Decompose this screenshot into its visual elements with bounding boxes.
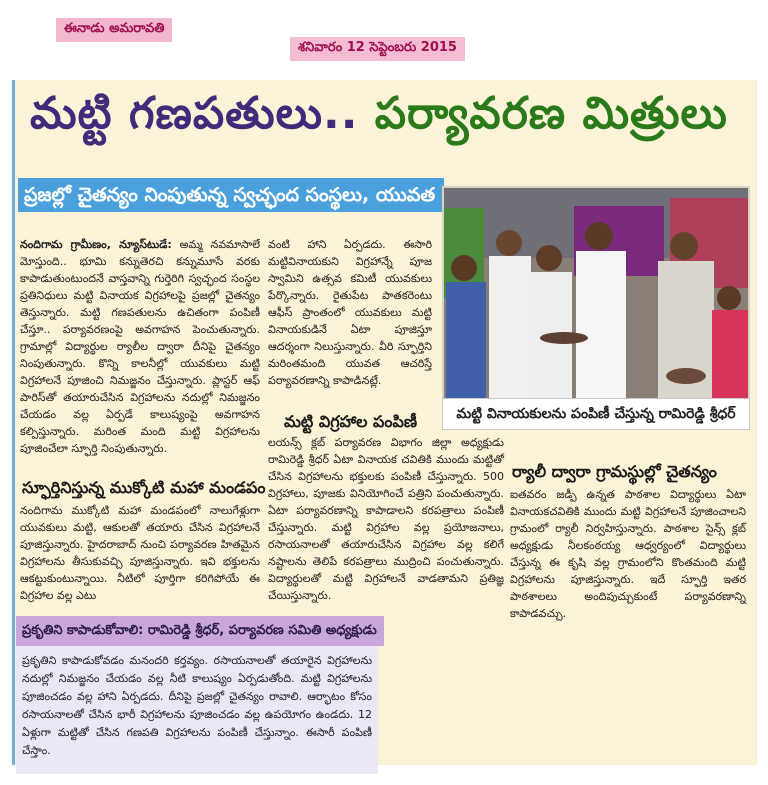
mukkoti-paragraph: నందిగామ ముక్కోటి మహా మండపంలో నాలుగేళ్లుగా యువకులు మట్టి, ఆకులతో తయారు చేసిన విగ్రహాలనే పూజిస్తున్నారు. హైదరాబాద్ నుంచి పర్యావరణ హితమైన విగ్రహాలను తీసుకువచ్చి పూజిస్తున్నారు. ఇవి భక్తులను ఆకట్టుకుంటున్నాయి. నీటిలో పూర్తిగా కరిగిపోయే ఈ విగ్రహాల వల్ల ఎటు (20, 504, 260, 602)
headline-part-1: మట్టి గణపతులు.. (30, 88, 359, 139)
news-photo (442, 186, 750, 402)
photo-caption: మట్టి వినాయకులను పంపిణీ చేస్తున్న రామిరెడ్డి శ్రీధర్ (442, 398, 750, 430)
dateline: నందిగామ గ్రామీణం, న్యూస్‌టుడే: (20, 238, 172, 251)
rally-paragraph: ఐతవరం జడ్పీ ఉన్నత పాఠశాల విద్యార్థులు ఏటా వినాయకచవితికి ముందు మట్టి విగ్రహాలనే పూజించాలని గ్రామంలో ర్యాలీ నిర్వహిస్తున్నారు. పాఠశాల సైన్స్ క్లబ్ అధ్యక్షుడు నీలకంఠయ్య ఆధ్వర్యంలో విద్యార్థులు చేస్తున్న ఈ కృషి వల్ల గ్రామంలోని కొంతమంది మట్టి విగ్రహాలను పూజిస్తున్నారు. ఇదే స్ఫూర్తి ఇతర పాఠశాలలు అందిపుచ్చుకుంటే పర్యావరణాన్ని కాపాడవచ్చు. (510, 488, 746, 620)
quote-box-heading: ప్రకృతిని కాపాడుకోవాలి: రామిరెడ్డి శ్రీధర్, పర్యావరణ సమితి అధ్యక్షుడు (16, 616, 384, 646)
subheading-idol-distribution: మట్టి విగ్రహాల పంపిణీ (284, 412, 418, 431)
headline-part-2: పర్యావరణ మిత్రులు (374, 88, 728, 139)
quote-box-text: ప్రకృతిని కాపాడుకోవడం మనందరి కర్తవ్యం. రసాయనాలతో తయారైన విగ్రహాలను నదుల్లో నిమజ్జనం చేయడం వల్ల నీటి కాలుష్యం ఏర్పడుతోంది. మట్టి విగ్రహాలను పూజించడం వల్ల హాని ఏర్పడదు. దీనిపై ప్రజల్లో చైతన్యం రావాలి. ఆర్భాటం కోసం రసాయనాలతో చేసిన భారీ విగ్రహాలను పూజించడం వల్ల ఉపయోగం ఉండదు. 12 ఏళ్లుగా మట్టితో చేసిన గణపతి విగ్రహాలను పంపిణీ చేస్తున్నాం. ఈసారీ పంపిణీ చేస్తాం. (16, 646, 378, 774)
article-column-1 (20, 236, 260, 457)
article-column-2: వంటి హాని ఏర్పడదు. ఈసారి మట్టివినాయకుని విగ్రహాన్నే పూజ స్వామిని ఉత్సవ కమిటీ యువకులు పేర్కొన్నారు. రైతుపేట పాతకరెంటు ఆఫీస్ ప్రాంతంలో యువకులు మట్టి వినాయకుడినే ఏటా పూజిస్తూ ఆదర్శంగా నిలుస్తున్నారు. వీరి స్ఫూర్తిని మరింతమంది యువత ఆచరిస్తే పర్యావరణాన్ని కాపాడినట్లే. (268, 238, 432, 387)
subheadline-bar: ప్రజల్లో చైతన్యం నింపుతున్న స్వచ్ఛంద సంస్థలు, యువత (18, 178, 444, 212)
distribution-paragraph: లయన్స్ క్లబ్ పర్యావరణ విభాగం జిల్లా అధ్యక్షుడు రామిరెడ్డి శ్రీధర్ ఏటా వినాయక చవితికి ముందు మట్టితో చేసిన విగ్రహాలను భక్తులకు పంపిణీ చేస్తున్నారు. 500 విగ్రహాలు, పూజకు వినియోగించే పత్రిని పంచుతున్నారు. ఏటా పర్యావరణాన్ని కాపాడాలని కరపత్రాలు పంపిణీ చేస్తున్నారు. మట్టి విగ్రహాల వల్ల ప్రయోజనాలు, రసాయనాలతో తయారుచేసిన విగ్రహాల వల్ల కలిగే నష్టాలను తెలిపే కరపత్రాలు ముద్రించి పంచుతున్నారు. విద్యార్థులతో మట్టి విగ్రహాలనే వాడతామని ప్రతిజ్ఞ చేయిస్తున్నారు. (268, 436, 504, 602)
photo-illustration (444, 188, 748, 400)
headline (30, 88, 728, 150)
paper-name-tag: ఈనాడు అమరావతి (56, 18, 172, 42)
article-paragraph-1: అమ్మ నవమాసాలే మోస్తుంది.. భూమి కన్నుతెరచి కన్నుమూసే వరకు కాపాడుతుంటుందనే వాస్తవాన్ని గుర్తెరిగి స్వచ్ఛంద సంస్థల ప్రతినిధులు మట్టి వినాయక విగ్రహాలపై ప్రజల్లో చైతన్యం తెస్తున్నారు. మట్టి గణపతులను ఉచితంగా పంపిణీ చేస్తూ.. పర్యావరణంపై అవగాహన పెంచుతున్నారు. గ్రామాల్లో విద్యార్థుల ర్యాలీల ద్వారా దీనిపై చైతన్యం నింపుతున్నారు. కొన్ని కాలనీల్లో యువకులు మట్టి విగ్రహాలనే పూజించి నిమజ్జనం చేస్తున్నారు. ప్లాస్టర్ ఆఫ్ పారిస్‌తో తయారుచేసిన విగ్రహాలను నదుల్లో నిమజ్జనం చేయడం వల్ల ఏర్పడే కాలుష్యంపై అవగాహన కల్పిస్తున్నారు. మరింత మంది మట్టి విగ్రహాలను పూజించేలా స్ఫూర్తి నింపుతున్నారు. (20, 238, 260, 455)
date-tag: శనివారం 12 సెప్టెంబరు 2015 (290, 37, 465, 61)
subheading-rally: ర్యాలీ ద్వారా గ్రామస్థుల్లో చైతన్యం (512, 462, 717, 481)
subheading-mukkoti-mandapam: స్ఫూర్తినిస్తున్న ముక్కోటి మహా మండపం (22, 478, 266, 497)
